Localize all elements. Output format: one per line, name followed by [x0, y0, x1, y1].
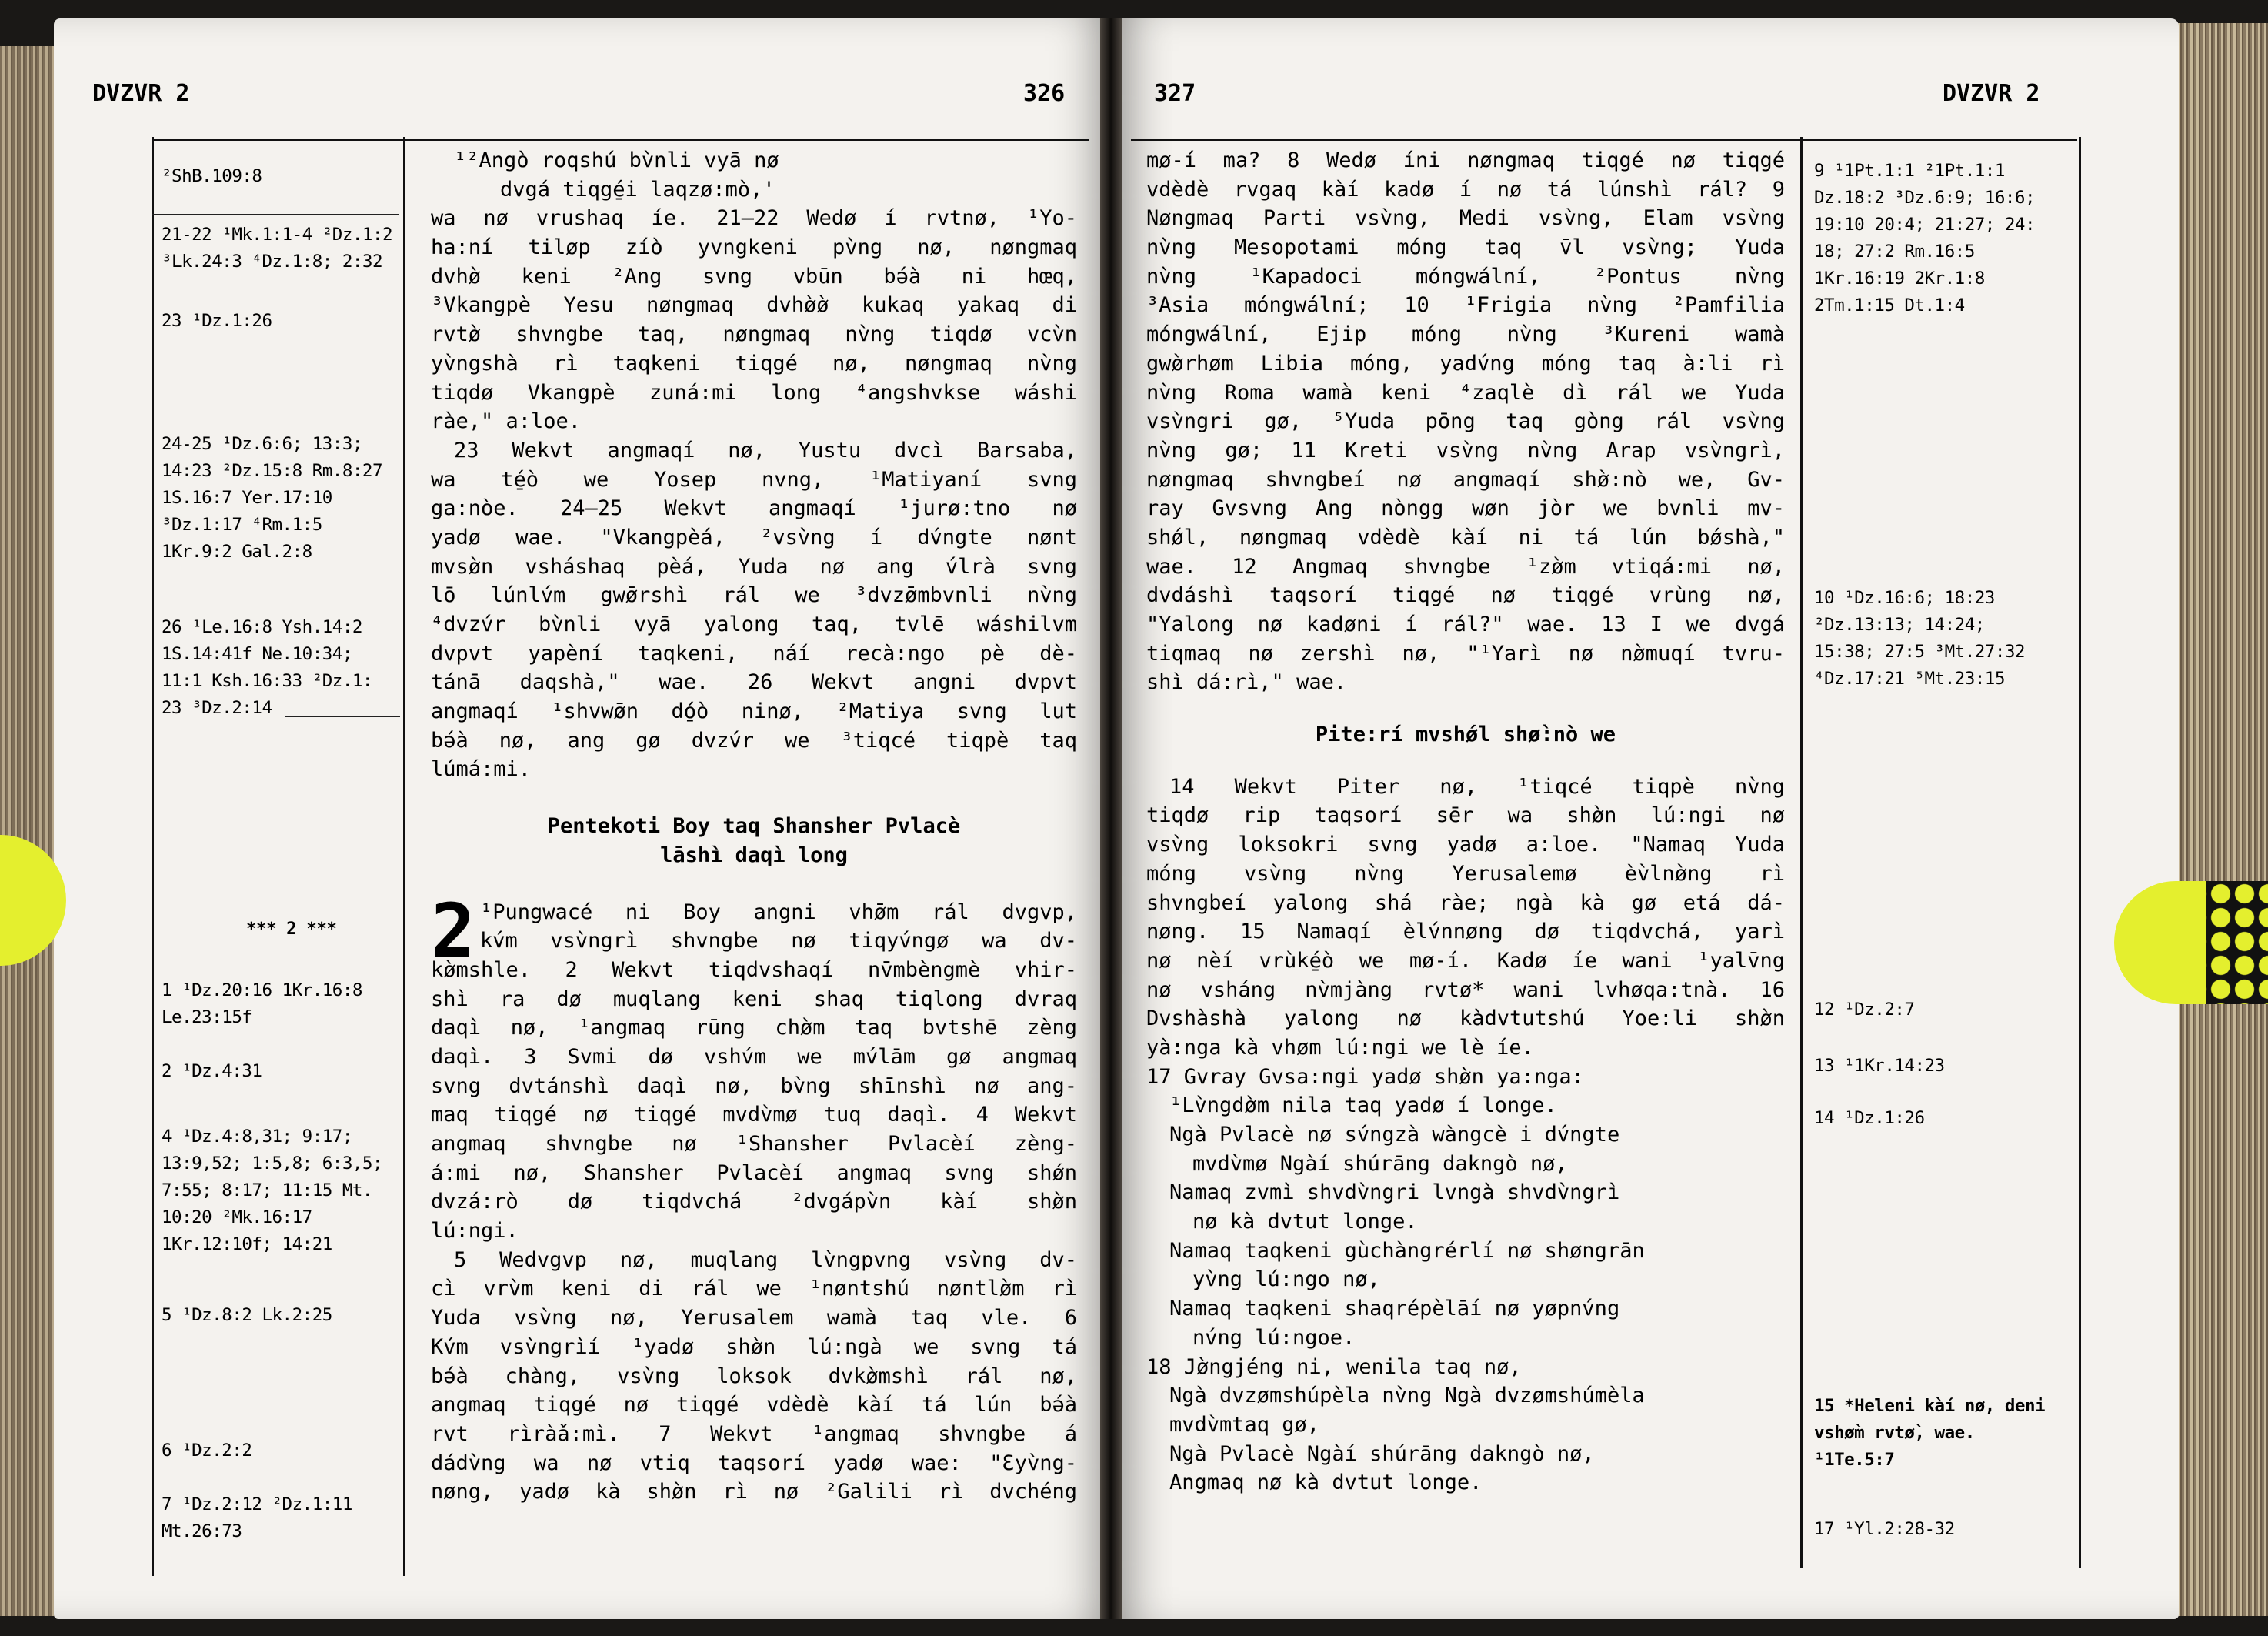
poetry-line: 18 Jø̀ngjéng ni, wenila taq nø,: [1146, 1354, 1522, 1379]
poetry-line: nø kà dvtut longe.: [1192, 1210, 1418, 1234]
poetry-line: Angmaq nø kà dvtut longe.: [1169, 1471, 1483, 1495]
text-line: bə́à chàng, vsv̀ng loksok dvkø̀mshì rál nø,: [431, 1364, 1077, 1388]
text-line: shvngbeí yalong shá ràe; ngà kà gø etá dá-: [1146, 890, 1785, 915]
text-line: nø vsháng nv̀mjàng rvtø* wani lvhøqa:tnà. 16: [1146, 977, 1785, 1002]
dotted-tab-pattern: [2206, 881, 2268, 1004]
text-line: 5 Wedvgvp nø, muqlang lv̀ngpvng vsv̀ng dv-: [454, 1247, 1077, 1272]
text-line: cì vrv̀m keni di rál we ¹nøntshú nøntlø̀m rì: [431, 1277, 1077, 1301]
text-line: nv̀ng Roma wamà keni ⁴zaqlè dì rál we Yuda: [1146, 380, 1785, 405]
text-line: ⁴dvzv́r bv̀nli vyā yalong taq, tvlē wáshilvm: [431, 613, 1077, 636]
text-line: angmaq shvngbe nø ¹Shansher Pvlacèí zèng-: [431, 1132, 1077, 1156]
text-line: mvsø̀n vsháshaq pèá, Yuda nø ang v́lrà svng: [431, 554, 1077, 579]
cross-reference: 6 ¹Dz.2:2: [162, 1441, 252, 1461]
text-line: yà:nga kà vhøm lú:ngi we lè íe.: [1146, 1035, 1534, 1060]
text-line: nøng. 15 Namaqí èlv́nnøng dø tiqdvchá, yarì: [1146, 920, 1785, 944]
poetry-line: mvdv̀mtaq gø,: [1169, 1412, 1320, 1437]
right-ref-column-rule: [2079, 137, 2081, 1568]
cross-reference: ²ShB.109:8: [162, 166, 262, 186]
cross-reference: 21-22 ¹Mk.1:1-4 ²Dz.1:2 ³Lk.24:3 ⁴Dz.1:8; 2:32: [162, 225, 393, 272]
text-line: kø̀mshle. 2 Wekvt tiqdvshaqí nv̄mbèngmè vhir-: [431, 957, 1077, 982]
text-line: vdèdè rvgaq kàí kadø í nø tá lúnshì rál? 9: [1146, 177, 1785, 202]
text-line: yv̀ngshà rì taqkeni tiqgé nø, nøngmaq nv̀ng: [431, 351, 1077, 376]
text-line: nv̀ng gø; 11 Kreti vsv̀ng nv̀ng Arap vsv̀ngrì,: [1146, 438, 1785, 462]
cross-reference: 7 ¹Dz.2:12 ²Dz.1:11 Mt.26:73: [162, 1494, 352, 1541]
poetry-line: Ngà Pvlacè nø sv́ngzà wàngcè i dv́ngte: [1169, 1123, 1620, 1147]
text-line: Dvshàshà yalong nø kàdvtutshú Yoe:li shø̀n: [1146, 1007, 1785, 1031]
right-page-number: 327: [1154, 80, 1196, 107]
text-line: ha:ní tiløp zíò yvngkeni pv̀ng nø, nøngmaq: [431, 235, 1077, 260]
text-line: ³Vkangpè Yesu nøngmaq dvhø̀ø̀ kukaq yakaq di: [431, 293, 1077, 318]
cross-reference: 15 *Heleni kàí nø, deni vshø̀m rvtø̀, wae. ¹1Te.5:7: [1814, 1396, 2046, 1470]
left-header-rule: [154, 139, 1089, 141]
cross-reference: 12 ¹Dz.2:7: [1814, 1000, 1915, 1020]
text-line: nv̀ng Mesopotami móng taq v̄l vsv̀ng; Yuda: [1146, 235, 1785, 260]
text-line: kv́m vsv̀ngrì shvngbe nø tiqyv́ngø wa dv-: [480, 929, 1077, 953]
poetry-line: ¹Lv̀ngdø̀m nila taq yadø í longe.: [1169, 1093, 1557, 1118]
text-line: ràe," a:loe.: [431, 409, 582, 434]
text-line: nø nèí vrùké̱ò we mø-í. Kadø íe wani ¹yalv̄ng: [1146, 948, 1785, 973]
left-cross-references: [162, 154, 399, 1541]
text-line: nv̀ng ¹Kapadoci móngwální, ²Pontus nv̀ng: [1146, 264, 1785, 289]
poetry-line: mvdv̀mø Ngàí shúrāng dakngò nø,: [1192, 1151, 1568, 1176]
section-heading: Pentekoti Boy taq Shansher Pvlacè: [547, 814, 961, 839]
text-line: yadø wae. "Vkangpèá, ²vsv̀ng í dv́ngte nønt: [431, 525, 1077, 549]
text-line: tiqdø Vkangpè zuná:mi long ⁴angshvkse wáshi: [431, 380, 1077, 405]
text-line: daqì nø, ¹angmaq rūng chø̀m taq bvtshē zèng: [431, 1016, 1077, 1040]
text-line: shǿl, nøngmaq vdèdè kàí ni tá lún bǿshà,": [1146, 525, 1785, 549]
left-ref-column-rule: [152, 137, 154, 1576]
text-line: ¹²Angò roqshú bv̀nli vyā nø: [454, 149, 779, 172]
text-line: ray Gvsvng Ang nòngg wøn jòr we bvnli mv-: [1146, 496, 1785, 521]
chapter-drop-cap: 2: [431, 887, 475, 974]
text-line: rvtø̀ shvngbe taq, nøngmaq nv̀ng tiqdø vcv̀n: [431, 322, 1077, 347]
cross-reference: 10 ¹Dz.16:6; 18:23 ²Dz.13:13; 14:24; 15:38; 27:5 ³Mt.27:32 ⁴Dz.17:21 ⁵Mt.23:15: [1814, 588, 2025, 689]
text-line: nøngmaq shvngbeí nø angmaqí shø̀:nò we, Gv-: [1146, 467, 1785, 492]
text-line: wa té̱ò we Yosep nvng, ¹Matiyaní svng: [431, 467, 1077, 492]
text-line: ga:nòe. 24–25 Wekvt angmaqí ¹jurø:tno nø: [431, 496, 1077, 521]
poetry-line: Namaq taqkeni gùchàngrérlí nø shøngrān: [1169, 1238, 1645, 1263]
text-line: dvdáshì taqsorí tiqgé nø tiqgé vrùng nø,: [1146, 583, 1785, 608]
text-line: tiqdø rip taqsorí sēr wa shø̀n lú:ngi nø: [1146, 803, 1785, 828]
cross-reference: 9 ¹1Pt.1:1 ²1Pt.1:1 Dz.18:2 ³Dz.6:9; 16:6; 19:10 20:4; 21:27; 24: 18; 27:2 Rm.16:5 1Kr.16:19 2Kr.1:8 2Tm.1:15 Dt.1:4: [1814, 161, 2036, 316]
text-line: lúmá:mi.: [431, 757, 532, 782]
right-header-rule: [1131, 139, 2077, 141]
left-running-title: DVZVR 2: [92, 80, 190, 107]
text-line: móngwální, Ejip móng nv̀ng ³Kureni wamà: [1146, 322, 1785, 347]
text-line: 17 Gvray Gvsa:ngi yadø shø̀n ya:nga:: [1146, 1064, 1584, 1089]
poetry-line: nv́ng lú:ngoe.: [1192, 1325, 1356, 1350]
poetry-line: Ngà dvzømshúpèla nv̀ng Ngà dvzømshúmèla: [1169, 1384, 1645, 1408]
text-line: maq tiqgé nø tiqgé mvdv̀mø tuq daqì. 4 Wekvt: [431, 1103, 1077, 1127]
right-index-tab[interactable]: [2114, 881, 2268, 1004]
text-line: wae. 12 Angmaq shvngbe ¹zø̀m vtiqá:mi nø,: [1146, 554, 1785, 579]
text-line: tánā daqshà," wae. 26 Wekvt angni dvpvt: [431, 670, 1077, 695]
text-line: dádv̀ng wa nø vtiq taqsorí yadø wae: "Ɛyv̀ng-: [431, 1451, 1077, 1475]
text-line: svng dvtánshì daqì nø, bv̀ng shīnshì nø ang-: [431, 1073, 1077, 1098]
cross-reference: 23 ¹Dz.1:26: [162, 311, 272, 331]
left-body-text: [431, 146, 1077, 1507]
text-line: 14 Wekvt Piter nø, ¹tiqcé tiqpè nv̀ng: [1169, 774, 1785, 799]
text-line: tiqmaq nø zershì nø, "¹Yarì nø nø̀muqí tvru-: [1146, 641, 1785, 666]
book-edge-left: [0, 46, 62, 1616]
text-line: angmaq tiqgé nø tiqgé vdèdè kàí tá lún bə́à: [431, 1393, 1077, 1417]
text-line: ¹Pungwacé ni Boy angni vhø̄m rál dvgvp,: [480, 900, 1077, 924]
left-ref-column-rule-inner: [403, 137, 405, 1576]
cross-reference: 2 ¹Dz.4:31: [162, 1061, 262, 1081]
text-line: wa nø vrushaq íe. 21–22 Wedø í rvtnø, ¹Yo-: [431, 206, 1077, 231]
right-ref-column-rule-inner: [1800, 137, 1803, 1568]
text-line: móng vsv̀ng nv̀ng Yerusalemø èv̀lnø̀ng rì: [1146, 861, 1785, 886]
text-line: daqì. 3 Svmi dø vshv́m we mv́lām gø angmaq: [431, 1044, 1077, 1069]
poetry-line: Namaq taqkeni shaqrépèlāí nø yøpnv́ng: [1169, 1297, 1620, 1321]
text-line: gwø̀rhøm Libia móng, yadv́ng móng taq à:li rì: [1146, 351, 1785, 376]
book-gutter: [1100, 18, 1122, 1619]
text-line: bə́à nø, ang gø dvzv́r we ³tiqcé tiqpè taq: [431, 728, 1077, 753]
cross-reference: 17 ¹Yl.2:28-32: [1814, 1519, 1955, 1539]
cross-reference: 1 ¹Dz.20:16 1Kr.16:8 Le.23:15f: [162, 980, 362, 1027]
text-line: lō lúnlv́m gwø̄rshì rál we ³dvzø̄mbvnli nv̀ng: [431, 583, 1077, 608]
reference-separator: [152, 214, 399, 215]
right-cross-references: [1814, 154, 2072, 1539]
text-line: "Yalong nø kadøni í rál?" wae. 13 I we dvgá: [1146, 613, 1785, 636]
book-edge-right: [2170, 23, 2268, 1616]
text-line: dvpvt yapèní taqkeni, náí recà:ngo pè dè-: [431, 641, 1077, 666]
cross-reference: 4 ¹Dz.4:8,31; 9:17; 13:9,52; 1:5,8; 6:3,5; 7:55; 8:17; 11:15 Mt. 10:20 ²Mk.16:17 1Kr.12:10f; 14:21: [162, 1127, 383, 1254]
text-line: vsv̀ng loksokri svng yadø a:loe. "Namaq Yuda: [1146, 833, 1785, 857]
cross-reference: 24-25 ¹Dz.6:6; 13:3; 14:23 ²Dz.15:8 Rm.8:27 1S.16:7 Yer.17:10 ³Dz.1:17 ⁴Rm.1:5 1Kr.9:2 Gal.2:8: [162, 434, 383, 562]
text-line: dvhø̀ keni ²Ang svng vbūn bə́à ni hœq,: [431, 264, 1077, 289]
section-heading: lāshì daqì long: [660, 843, 848, 867]
text-line: nøng, yadø kà shø̀n rì nø ²Galili rì dvchéng: [431, 1480, 1077, 1504]
text-line: shì dá:rì," wae.: [1146, 670, 1347, 695]
text-line: angmaqí ¹shvwø̄n dó̱ò ninø, ²Matiya svng lut: [431, 699, 1077, 724]
text-line: mø-í ma? 8 Wedø íni nøngmaq tiqgé nø tiqgé: [1146, 149, 1785, 172]
poetry-line: Namaq zvmì shvdv̀ngri lvngà shvdv̀ngrì: [1169, 1180, 1620, 1205]
left-page-number: 326: [1023, 80, 1066, 107]
cross-reference: 13 ¹1Kr.14:23: [1814, 1056, 1945, 1076]
cross-reference: 5 ¹Dz.8:2 Lk.2:25: [162, 1305, 332, 1325]
text-line: Kv́m vsv̀ngrìí ¹yadø shø̀n lú:ngà we svng tá: [431, 1334, 1077, 1359]
text-line: dvgá tiqgé̱i laqzø:mò,': [500, 177, 775, 202]
text-line: Nøngmaq Parti vsv̀ng, Medi vsv̀ng, Elam vsv̀ng: [1146, 206, 1785, 231]
poetry-line: yv̀ng lú:ngo nø,: [1192, 1267, 1380, 1292]
chapter-marker: *** 2 ***: [246, 919, 337, 939]
cross-reference: 14 ¹Dz.1:26: [1814, 1108, 1925, 1128]
text-line: á:mi nø, Shansher Pvlacèí angmaq svng shǿn: [431, 1160, 1077, 1185]
cross-reference: 26 ¹Le.16:8 Ysh.14:2 1S.14:41f Ne.10:34; 11:1 Ksh.16:33 ²Dz.1: 23 ³Dz.2:14: [162, 617, 372, 718]
reference-separator: [285, 716, 400, 717]
text-line: rvt rìrà̀á:mì. 7 Wekvt ¹angmaq shvngbe á: [431, 1421, 1077, 1446]
right-body-text: [1146, 146, 1785, 1497]
text-line: vsv̀ngri gø, ⁵Yuda pōng taq gòng rál vsv̀ng: [1146, 409, 1785, 434]
poetry-line: Ngà Pvlacè Ngàí shúrāng dakngò nø,: [1169, 1441, 1595, 1466]
right-running-title: DVZVR 2: [1943, 80, 2040, 107]
text-line: ³Asia móngwální; 10 ¹Frigia nv̀ng ²Pamfilia: [1146, 293, 1785, 318]
text-line: dvzá:rò dø tiqdvchá ²dvgápv̀n kàí shø̀n: [431, 1190, 1077, 1214]
text-line: Yuda vsv̀ng nø, Yerusalem wamà taq vle. 6: [431, 1306, 1077, 1331]
text-line: lú:ngi.: [431, 1219, 519, 1244]
text-line: 23 Wekvt angmaqí nø, Yustu dvcì Barsaba,: [454, 438, 1077, 462]
text-line: shì ra dø muqlang keni shaq tiqlong dvraq: [431, 987, 1077, 1011]
section-heading: Pite:rí mvshǿl shø̀:nò we: [1315, 723, 1616, 747]
